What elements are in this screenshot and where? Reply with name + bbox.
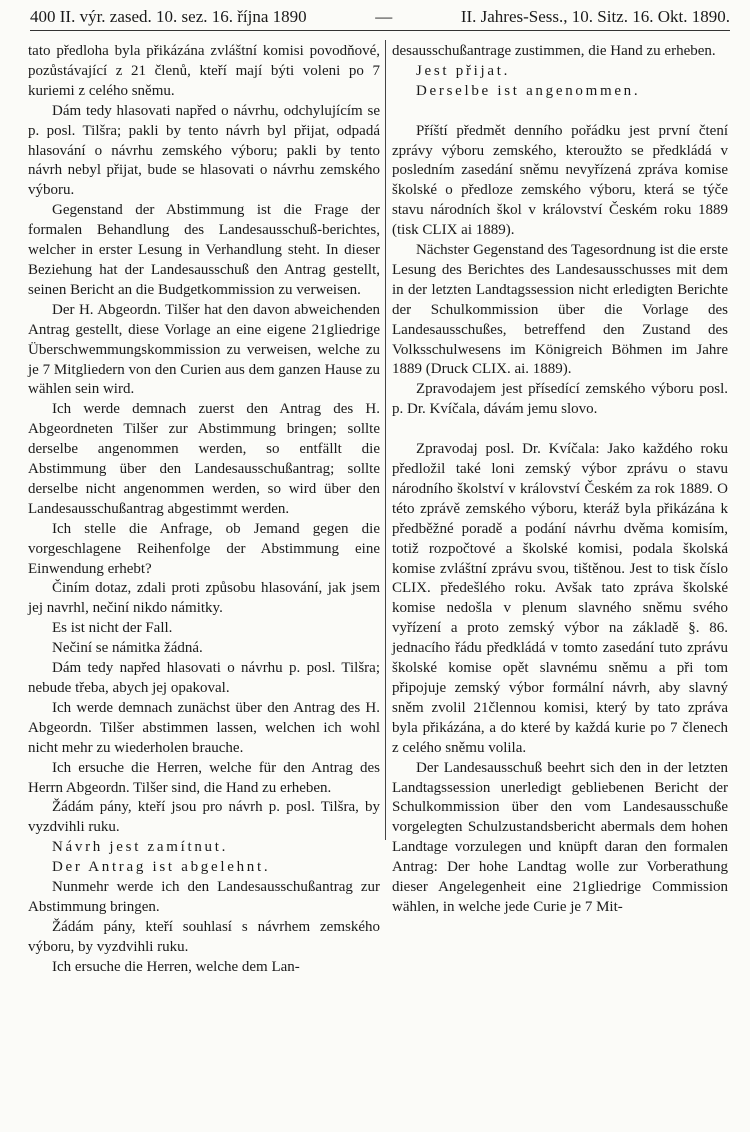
column-divider: [385, 40, 386, 840]
header-dash: —: [375, 7, 393, 26]
paragraph: Žádám pány, kteří souhlasí s návrhem zemského výboru, by vyzdvihli ruku.: [28, 918, 380, 955]
paragraph: Žádám pány, kteří jsou pro návrh p. posl. Tilšra, by vyzdvihli ruku.: [28, 799, 380, 836]
paragraph: Dám tedy hlasovati napřed o návrhu, odchylujícím se p. posl. Tilšra; pakli by tento návrh byl přijat, odpadá hlasování o návrhu zemského výboru; pakli by tento návrh nebyl přijat, bude se hlasovati o návrhu zemského výboru.: [28, 102, 380, 199]
paragraph: Jest přijat.: [416, 62, 511, 79]
paragraph: Nächster Gegenstand des Tagesordnung ist die erste Lesung des Berichtes des Landesausschusses mit dem in der letzten Landtagssession nicht erledigten Berichte der Schulkommission über die Vorlage des Landesausschußes, betreffend den Zustand des Volksschulwesens im Königreich Böhmen im Jahre 1889 (Druck CLIX. ai. 1889).: [392, 242, 728, 378]
paragraph: desausschußantrage zustimmen, die Hand zu erheben.: [392, 43, 716, 59]
paragraph: Ich werde demnach zuerst den Antrag des H. Abgeordneten Tilšer zur Abstimmung bringen; sollte derselbe angenommen werden, so entfällt die Abstimmung über den Landesausschußantrag; sollte derselbe nicht angenommen werden, so wird über den Landesausschußantrag abgestimmt werden.: [28, 401, 380, 517]
left-column: [28, 42, 380, 978]
paragraph: tato předloha byla přikázána zvláštní komisi povodňové, pozůstávající z 21 členů, kteří mají býti voleni po 7 kuriemi z celého sněmu.: [28, 43, 380, 99]
paragraph: Činím dotaz, zdali proti způsobu hlasování, jak jsem jej navrhl, nečiní nikdo námitky.: [28, 580, 380, 617]
paragraph: Nečiní se námitka žádná.: [52, 640, 203, 657]
paragraph: Gegenstand der Abstimmung ist die Frage der formalen Behandlung des Landesausschuß-berichtes, welcher in erster Lesung in Verhandlung steht. In dieser Beziehung hat der Landesausschuß den Antrag gestellt, seinen Bericht an die Budgetkommission zu verweisen.: [28, 202, 380, 298]
paragraph: Der Antrag ist abgelehnt.: [52, 859, 271, 876]
paragraph: Der Landesausschuß beehrt sich den in der letzten Landtagssession unerledigt gebliebenen Bericht der Schulkommission über den vom Landesausschuße vorgelegten Schulzustandsbericht abermals dem hohen Landtage vorzulegen und knüpft daran den formalen Antrag: Der hohe Landtag wolle zur Vorberathung dieser Angelegenheit eine 21gliedrige Commission wählen, in welche jede Curie je 7 Mit-: [392, 759, 728, 915]
page-header: [30, 6, 730, 31]
paragraph: Es ist nicht der Fall.: [52, 620, 173, 637]
spacer: [392, 102, 728, 122]
paragraph: Ich werde demnach zunächst über den Antrag des H. Abgeordn. Tilšer abstimmen lassen, welchen ich wohl nicht mehr zu wiederholen brauche.: [28, 699, 380, 756]
paragraph: Ich ersuche die Herren, welche für den Antrag des Herrn Abgeordn. Tilšer sind, die Hand zu erheben.: [28, 759, 380, 796]
paragraph: Ich stelle die Anfrage, ob Jemand gegen die vorgeschlagene Reihenfolge der Abstimmung eine Einwendung erhebt?: [28, 520, 380, 577]
paragraph: Nunmehr werde ich den Landesausschußantrag zur Abstimmung bringen.: [28, 879, 380, 915]
paragraph: Příští předmět denního pořádku jest první čtení zprávy výboru zemského, kteroužto se předkládá v posledním zasedání sněmu nevyřízená zpráva komise školské o předloze zemského výboru, která se týče stavu národních škol v království Českém roku 1889 (tisk CLIX ai 1889).: [392, 122, 728, 239]
right-column: [392, 42, 728, 918]
paragraph: Derselbe ist angenommen.: [416, 82, 641, 99]
paragraph: Ich ersuche die Herren, welche dem Lan-: [52, 958, 300, 975]
paragraph: Zpravodajem jest přísedící zemského výboru posl. p. Dr. Kvíčala, dávám jemu slovo.: [392, 381, 728, 418]
paragraph: Dám tedy napřed hlasovati o návrhu p. posl. Tilšra; nebude třeba, abych jej opakoval.: [28, 660, 380, 696]
spacer: [392, 420, 728, 440]
paragraph: Zpravodaj posl. Dr. Kvíčala: Jako každého roku předložil také loni zemský výbor zprávu o stavu národního školství v království Českém za rok 1889. O této zprávě zemského výboru, kteráž byla přikázána k předběžné poradě a podání návrhu dvěma komisím, totiž rozpočtové a školské komisi, podala školská komise zvláštní zprávu svou, tištěnou. Jest to tisk číslo CLIX. předešlého roku. Avšak tato zpráva školské komise nedošla v plenum slavného sněmu svého vyřízení a proto zemský výbor na základě §. 86. jednacího řádu předkládá v tomto zasedání tuto zprávu školské komise opět slavnému sněmu a při tom připojuje zemský výbor formální návrh, aby slavný sněm zvolil 21člennou komisi, který by tato zpráva byla přikázána, a do které by každá kurie po 7 členech z celého sněmu volila.: [392, 441, 728, 756]
paragraph: Návrh jest zamítnut.: [52, 839, 229, 856]
header-left: 400 II. výr. zased. 10. sez. 16. října 1890: [30, 7, 307, 26]
header-right: II. Jahres-Sess., 10. Sitz. 16. Okt. 1890.: [460, 7, 730, 26]
paragraph: Der H. Abgeordn. Tilšer hat den davon abweichenden Antrag gestellt, diese Vorlage an eine eigene 21gliedrige Überschwemmungskommission zu verweisen, welche zu je 7 Mitgliedern von den Curien aus dem ganzen Hause zu wählen sein wird.: [28, 301, 380, 398]
